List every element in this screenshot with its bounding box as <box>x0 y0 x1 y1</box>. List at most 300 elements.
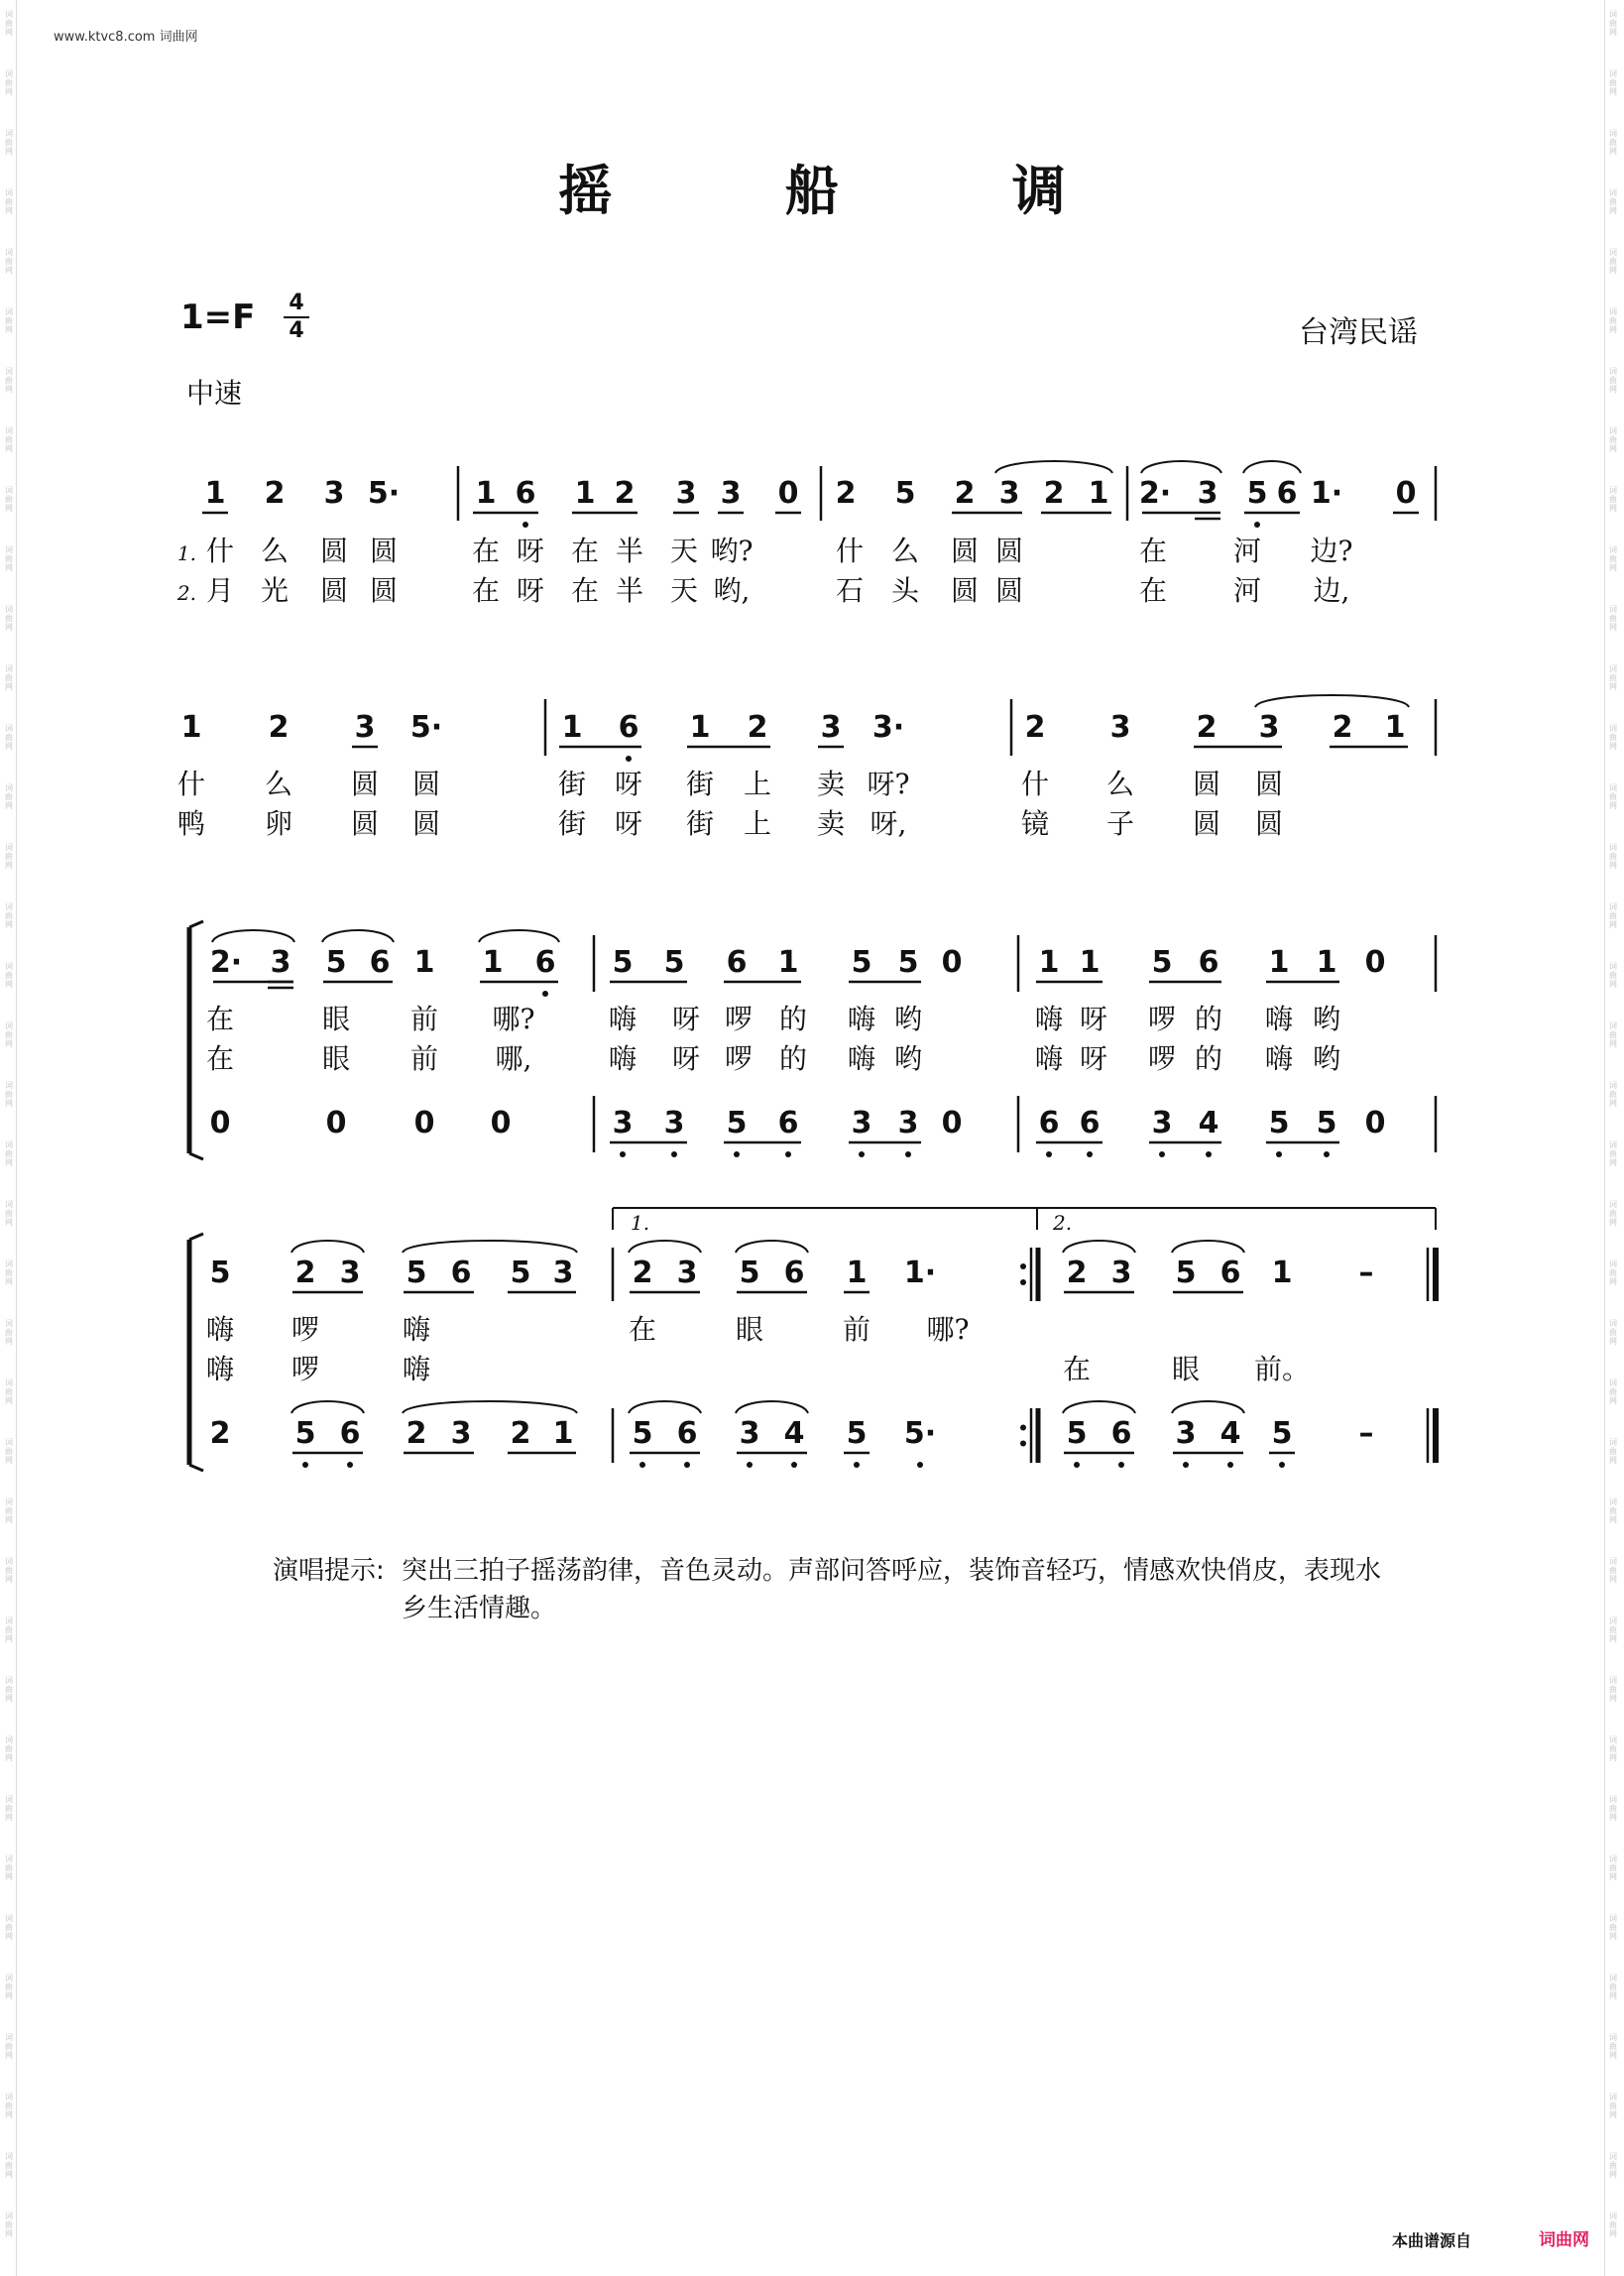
row4-v1-lyric: 在 <box>628 1313 657 1346</box>
row3-upper-note: 0 <box>941 945 963 980</box>
row1-note: 2 <box>1043 476 1065 511</box>
row2-note: 1 <box>689 710 711 745</box>
time-signature-bottom: 4 <box>289 318 304 343</box>
row3-upper-note: 1 <box>1038 945 1060 980</box>
side-watermark: 词 曲 网 <box>1609 486 1617 513</box>
row4-lower-note: 2 <box>510 1416 531 1451</box>
row3-v2-lyric: 前 <box>409 1042 439 1075</box>
side-watermark: 词 曲 网 <box>1609 2033 1617 2060</box>
row3-lower-note: 0 <box>413 1106 435 1140</box>
side-watermark: 词 曲 网 <box>5 962 13 989</box>
side-watermark: 词 曲 网 <box>1609 1617 1617 1643</box>
row4-lower-slur <box>1063 1401 1135 1413</box>
side-watermark: 词 曲 网 <box>1609 1557 1617 1584</box>
row1-v1-lyric: 圆 <box>319 535 349 567</box>
row3-upper-note: 2· <box>209 945 243 980</box>
row4-lower-note: 5 <box>632 1416 653 1451</box>
side-watermark: 词 曲 网 <box>1609 1200 1617 1227</box>
row2-v1-lyric: 圆 <box>350 768 380 800</box>
side-watermark: 词 曲 网 <box>1609 2093 1617 2119</box>
side-watermark: 词 曲 网 <box>1609 248 1617 275</box>
row1-note: 1 <box>475 476 497 511</box>
hint-text: 突出三拍子摇荡韵律，音色灵动。声部问答呼应，装饰音轻巧，情感欢快俏皮，表现水乡生活情趣。 <box>402 1556 1382 1623</box>
row1-note: 2 <box>835 476 857 511</box>
row3-lower-note: 3 <box>663 1106 685 1140</box>
row1-v2-lyric: 在 <box>1138 574 1168 607</box>
row2-note: 3 <box>1109 710 1131 745</box>
row3-lower-note: 0 <box>490 1106 512 1140</box>
site-label: www.ktvc8.com 词曲网 <box>54 30 198 45</box>
row2-v2-lyric: 圆 <box>411 807 441 840</box>
row3-v2-lyric: 啰 <box>1147 1042 1177 1075</box>
row2-v2-lyric: 圆 <box>1192 807 1221 840</box>
row3-lower-note: 5 <box>1316 1106 1337 1140</box>
row2-note: 3 <box>354 710 376 745</box>
row4-upper-slur <box>403 1241 577 1253</box>
row4-v2-lyric: 嗨 <box>402 1353 431 1385</box>
row3-lower-low-octave-dot <box>1159 1151 1165 1157</box>
row3-lower-note: 6 <box>1038 1106 1060 1140</box>
row1-note: 1· <box>1310 476 1343 511</box>
side-watermark: 词 曲 网 <box>1609 1081 1617 1108</box>
row4-v1-lyric: 哪? <box>926 1313 970 1346</box>
side-watermark: 词 曲 网 <box>1609 10 1617 37</box>
row3-v2-lyric: 的 <box>1194 1042 1223 1075</box>
side-watermark: 词 曲 网 <box>5 783 13 810</box>
row2-note: 2 <box>268 710 290 745</box>
row3-upper-note: 5 <box>612 945 634 980</box>
side-watermark: 词 曲 网 <box>5 10 13 37</box>
row4-upper-note: 3 <box>1110 1256 1132 1290</box>
side-watermark: 词 曲 网 <box>1609 1795 1617 1822</box>
row3-upper-note: 1 <box>777 945 799 980</box>
side-watermark: 词 曲 网 <box>1609 843 1617 870</box>
row4-lower-slur <box>629 1401 701 1413</box>
row1-v1-lyric: 在 <box>1138 535 1168 567</box>
side-watermark: 词 曲 网 <box>1609 545 1617 572</box>
side-watermark: 词 曲 网 <box>5 724 13 751</box>
row3-lower-low-octave-dot <box>1087 1151 1093 1157</box>
row1-v1-lyric: 圆 <box>950 535 980 567</box>
row4-upper-note: 2 <box>294 1256 316 1290</box>
row4-lower-note: 5· <box>903 1416 937 1451</box>
row3-upper-note: 6 <box>534 945 556 980</box>
row1-v2-lyric: 在 <box>471 574 501 607</box>
row3-v2-lyric: 在 <box>205 1042 235 1075</box>
row1-v1-lyric: 圆 <box>994 535 1024 567</box>
row1-note: 5· <box>367 476 401 511</box>
row4-v2-lyric: 前。 <box>1253 1353 1311 1385</box>
row2-v2-lyric: 镜 <box>1020 807 1050 840</box>
row1-note: 2 <box>614 476 636 511</box>
row1-v1-lyric: 什 <box>205 535 235 567</box>
side-watermark: 词 曲 网 <box>1609 1974 1617 2000</box>
side-watermark: 词 曲 网 <box>5 307 13 334</box>
side-watermark: 词 曲 网 <box>5 843 13 870</box>
row4-system-bracket-top <box>189 1234 203 1240</box>
row2-v2-lyric: 卖 <box>816 807 846 840</box>
row4-upper-slur <box>629 1241 701 1253</box>
row1-note: 1 <box>574 476 596 511</box>
row2-v1-lyric: 街 <box>685 768 715 800</box>
row3-v2-lyric: 呀 <box>671 1042 701 1075</box>
row3-v1-lyric: 眼 <box>321 1003 351 1035</box>
side-watermark: 词 曲 网 <box>5 1617 13 1643</box>
row1-note: 2 <box>264 476 286 511</box>
row1-v2-lyric: 天 <box>669 574 699 607</box>
side-watermark: 词 曲 网 <box>5 545 13 572</box>
row3-lower-note: 0 <box>941 1106 963 1140</box>
side-watermark: 词 曲 网 <box>1609 2152 1617 2179</box>
row3-lower-note: 3 <box>612 1106 634 1140</box>
row4-lower-low-octave-dot <box>1074 1462 1080 1468</box>
row3-upper-note: 1 <box>1316 945 1337 980</box>
row4-lower-low-octave-dot <box>791 1462 797 1468</box>
row3-lower-note: 6 <box>777 1106 799 1140</box>
row4-lower-note: 2 <box>406 1416 427 1451</box>
row4-upper-note: 3 <box>552 1256 574 1290</box>
row4-upper-note: 2 <box>1066 1256 1088 1290</box>
row2-v2-lyric: 街 <box>557 807 587 840</box>
row4-upper-note: 1 <box>1271 1256 1293 1290</box>
row3-v1-lyric: 前 <box>409 1003 439 1035</box>
row3-lower-note: 5 <box>1268 1106 1290 1140</box>
row2-v2-lyric: 圆 <box>350 807 380 840</box>
time-signature-top: 4 <box>289 291 304 315</box>
repeat-dot <box>1020 1263 1026 1269</box>
side-watermark: 词 曲 网 <box>5 1676 13 1703</box>
row1-v2-lyric: 呀 <box>516 574 545 607</box>
row3-lower-note: 6 <box>1079 1106 1101 1140</box>
row3-system-bracket-top <box>189 921 203 927</box>
side-watermark: 词 曲 网 <box>1609 426 1617 453</box>
row3-upper-note: 6 <box>726 945 748 980</box>
row2-note: 3 <box>820 710 842 745</box>
row4-v1-lyric: 啰 <box>290 1313 320 1346</box>
row2-note: 2 <box>1332 710 1353 745</box>
row4-lower-low-octave-dot <box>1279 1462 1285 1468</box>
side-watermark: 词 曲 网 <box>1609 1497 1617 1524</box>
row3-lower-low-octave-dot <box>905 1151 911 1157</box>
side-watermark: 词 曲 网 <box>5 1736 13 1762</box>
row4-v1-lyric: 嗨 <box>402 1313 431 1346</box>
row1-note: 3 <box>323 476 345 511</box>
row3-lower-low-octave-dot <box>1046 1151 1052 1157</box>
row2-note: 1 <box>561 710 583 745</box>
row4-lower-low-octave-dot <box>302 1462 308 1468</box>
row3-v1-lyric: 啰 <box>1147 1003 1177 1035</box>
row1-v2-lyric: 河 <box>1232 574 1262 607</box>
row4-lower-note: 3 <box>739 1416 760 1451</box>
side-watermark: 词 曲 网 <box>5 1855 13 1881</box>
row4-lower-note: 4 <box>783 1416 805 1451</box>
side-watermark: 词 曲 网 <box>1609 1736 1617 1762</box>
row1-slur <box>1141 461 1221 473</box>
side-watermark: 词 曲 网 <box>1609 724 1617 751</box>
row2-note: 1 <box>1384 710 1406 745</box>
row4-v1-lyric: 眼 <box>735 1313 764 1346</box>
row4-upper-note: – <box>1358 1256 1374 1290</box>
row1-note: 1 <box>204 476 226 511</box>
row2-v2-lyric: 上 <box>743 807 772 840</box>
row2-v1-lyric: 街 <box>557 768 587 800</box>
side-watermark: 词 曲 网 <box>5 69 13 96</box>
key-signature: 1=F <box>180 298 256 337</box>
repeat-dot <box>1020 1441 1026 1447</box>
song-source: 台湾民谣 <box>1299 315 1418 350</box>
row1-note: 3 <box>675 476 697 511</box>
row1-v1-lyric: 圆 <box>369 535 399 567</box>
side-watermark: 词 曲 网 <box>5 1795 13 1822</box>
side-watermark: 词 曲 网 <box>5 367 13 394</box>
row3-upper-note: 5 <box>663 945 685 980</box>
row3-system-bracket-bottom <box>189 1153 203 1159</box>
side-watermark: 词 曲 网 <box>5 2033 13 2060</box>
repeat-dot <box>1020 1425 1026 1431</box>
row1-note: 0 <box>777 476 799 511</box>
row1-note: 3 <box>998 476 1020 511</box>
row1-note: 1 <box>1088 476 1109 511</box>
side-watermark: 词 曲 网 <box>5 2212 13 2238</box>
row1-low-octave-dot <box>522 522 528 528</box>
side-watermark: 词 曲 网 <box>1609 129 1617 156</box>
row2-v2-lyric: 圆 <box>1254 807 1284 840</box>
row4-lower-low-octave-dot <box>639 1462 645 1468</box>
row2-v1-lyric: 什 <box>176 768 206 800</box>
row2-v1-lyric: 呀? <box>867 768 910 800</box>
row4-v2-lyric: 眼 <box>1171 1353 1201 1385</box>
row2-low-octave-dot <box>626 756 632 762</box>
row3-upper-note: 6 <box>369 945 391 980</box>
row4-v2-lyric: 在 <box>1062 1353 1092 1385</box>
row4-lower-note: 5 <box>846 1416 868 1451</box>
side-watermark: 词 曲 网 <box>1609 664 1617 691</box>
footer-source-label: 本曲谱源自 <box>1392 2231 1472 2250</box>
row4-lower-low-octave-dot <box>1183 1462 1189 1468</box>
row3-lower-low-octave-dot <box>785 1151 791 1157</box>
row4-v1-lyric: 嗨 <box>205 1313 235 1346</box>
row3-upper-note: 5 <box>897 945 919 980</box>
row3-v1-lyric: 的 <box>778 1003 808 1035</box>
row4-upper-note: 5 <box>739 1256 760 1290</box>
song-title: 摇 船 调 <box>558 159 1143 222</box>
side-watermark: 词 曲 网 <box>1609 1676 1617 1703</box>
side-watermark: 词 曲 网 <box>5 1438 13 1465</box>
row3-lower-low-octave-dot <box>620 1151 626 1157</box>
row4-lower-note: 3 <box>1175 1416 1197 1451</box>
row2-note: 2 <box>1196 710 1218 745</box>
side-watermark: 词 曲 网 <box>5 248 13 275</box>
row3-upper-note: 1 <box>413 945 435 980</box>
row4-upper-note: 6 <box>783 1256 805 1290</box>
side-watermark: 词 曲 网 <box>1609 1855 1617 1881</box>
row1-v1-verse-number: 1. <box>176 541 196 565</box>
side-watermark: 词 曲 网 <box>5 188 13 215</box>
row4-upper-slur <box>736 1241 808 1253</box>
row4-system-bracket-bottom <box>189 1465 203 1471</box>
side-watermark: 词 曲 网 <box>5 902 13 929</box>
row3-v2-lyric: 哪, <box>495 1042 532 1075</box>
side-watermark: 词 曲 网 <box>1609 1021 1617 1048</box>
side-watermark: 词 曲 网 <box>1609 1914 1617 1941</box>
row2-v2-lyric: 卵 <box>264 807 293 840</box>
side-watermark: 词 曲 网 <box>1609 188 1617 215</box>
row2-note: 1 <box>180 710 202 745</box>
row3-v1-lyric: 呀 <box>1079 1003 1108 1035</box>
row4-lower-note: 5 <box>294 1416 316 1451</box>
row4-upper-note: 5 <box>209 1256 231 1290</box>
row3-v2-lyric: 嗨 <box>1034 1042 1064 1075</box>
row3-upper-note: 1 <box>1079 945 1101 980</box>
row3-v2-lyric: 眼 <box>321 1042 351 1075</box>
row3-v1-lyric: 嗨 <box>847 1003 876 1035</box>
row4-upper-slur <box>291 1241 364 1253</box>
row1-v2-lyric: 圆 <box>319 574 349 607</box>
side-watermark: 词 曲 网 <box>5 1497 13 1524</box>
row3-v1-lyric: 的 <box>1194 1003 1223 1035</box>
row1-v1-lyric: 什 <box>835 535 865 567</box>
row4-upper-note: 1 <box>846 1256 868 1290</box>
row4-upper-note: 6 <box>1219 1256 1241 1290</box>
row2-v1-lyric: 什 <box>1020 768 1050 800</box>
row3-lower-low-octave-dot <box>1276 1151 1282 1157</box>
row3-lower-note: 3 <box>897 1106 919 1140</box>
row4-lower-slur <box>403 1401 577 1413</box>
side-watermark: 词 曲 网 <box>5 1021 13 1048</box>
row1-v2-lyric: 光 <box>260 574 290 607</box>
row2-note: 3· <box>871 710 905 745</box>
side-watermark: 词 曲 网 <box>1609 1319 1617 1346</box>
row3-upper-note: 1 <box>1268 945 1290 980</box>
row2-note: 5· <box>409 710 443 745</box>
row1-v2-lyric: 头 <box>890 574 920 607</box>
row3-lower-note: 3 <box>1151 1106 1173 1140</box>
row1-v1-lyric: 在 <box>570 535 600 567</box>
row1-note: 2 <box>954 476 976 511</box>
side-watermark: 词 曲 网 <box>5 1081 13 1108</box>
row4-lower-note: 2 <box>209 1416 231 1451</box>
row4-upper-slur <box>1172 1241 1244 1253</box>
row3-v1-lyric: 哪? <box>492 1003 535 1035</box>
side-watermark: 词 曲 网 <box>1609 1378 1617 1405</box>
row2-v1-lyric: 上 <box>743 768 772 800</box>
side-watermark: 词 曲 网 <box>5 129 13 156</box>
row3-v2-lyric: 啰 <box>724 1042 754 1075</box>
row2-v1-lyric: 圆 <box>411 768 441 800</box>
side-watermark: 词 曲 网 <box>5 1914 13 1941</box>
row1-v2-lyric: 圆 <box>369 574 399 607</box>
row4-lower-low-octave-dot <box>747 1462 753 1468</box>
row3-v2-lyric: 嗨 <box>1264 1042 1294 1075</box>
side-watermark: 词 曲 网 <box>5 664 13 691</box>
side-watermark: 词 曲 网 <box>5 1378 13 1405</box>
row2-v2-lyric: 鸭 <box>176 807 206 840</box>
footer-site-link[interactable]: 词曲网 <box>1539 2230 1589 2250</box>
row4-lower-note: – <box>1358 1416 1374 1451</box>
row3-v2-lyric: 嗨 <box>847 1042 876 1075</box>
side-watermark: 词 曲 网 <box>1609 1140 1617 1167</box>
row2-v1-lyric: 呀 <box>614 768 643 800</box>
row1-v2-lyric: 石 <box>835 574 865 607</box>
row1-note: 0 <box>1395 476 1417 511</box>
row2-v2-lyric: 街 <box>685 807 715 840</box>
row4-upper-note: 5 <box>510 1256 531 1290</box>
row3-lower-low-octave-dot <box>1324 1151 1330 1157</box>
side-watermark: 词 曲 网 <box>1609 605 1617 632</box>
row4-upper-slur <box>1063 1241 1135 1253</box>
row2-v1-lyric: 圆 <box>1192 768 1221 800</box>
row1-v1-lyric: 边? <box>1310 535 1353 567</box>
row3-v1-lyric: 啰 <box>724 1003 754 1035</box>
row4-lower-note: 5 <box>1066 1416 1088 1451</box>
row4-lower-note: 6 <box>676 1416 698 1451</box>
row3-upper-slur <box>479 930 559 942</box>
row4-lower-note: 5 <box>1271 1416 1293 1451</box>
row3-v2-lyric: 的 <box>778 1042 808 1075</box>
row4-upper-note: 3 <box>676 1256 698 1290</box>
row1-v2-lyric: 圆 <box>950 574 980 607</box>
row4-lower-note: 1 <box>552 1416 574 1451</box>
repeat-dot <box>1020 1279 1026 1285</box>
side-watermark: 词 曲 网 <box>5 486 13 513</box>
row1-v2-lyric: 圆 <box>994 574 1024 607</box>
row3-lower-low-octave-dot <box>1206 1151 1212 1157</box>
row3-upper-slur <box>212 930 294 942</box>
row3-lower-note: 3 <box>851 1106 872 1140</box>
row4-lower-slur <box>736 1401 808 1413</box>
row4-upper-note: 5 <box>406 1256 427 1290</box>
row1-note: 5 <box>1246 476 1268 511</box>
row3-lower-note: 5 <box>726 1106 748 1140</box>
row2-v2-lyric: 子 <box>1105 807 1135 840</box>
side-watermark: 词 曲 网 <box>1609 367 1617 394</box>
row3-v1-lyric: 嗨 <box>1264 1003 1294 1035</box>
row1-slur <box>1243 461 1301 473</box>
row2-note: 6 <box>618 710 639 745</box>
row3-v1-lyric: 在 <box>205 1003 235 1035</box>
row3-v2-lyric: 嗨 <box>608 1042 638 1075</box>
row1-v2-lyric: 在 <box>570 574 600 607</box>
side-watermark: 词 曲 网 <box>1609 2212 1617 2238</box>
row3-lower-note: 0 <box>209 1106 231 1140</box>
row4-upper-note: 6 <box>450 1256 472 1290</box>
row4-lower-low-octave-dot <box>684 1462 690 1468</box>
side-watermark: 词 曲 网 <box>5 1319 13 1346</box>
row3-upper-note: 5 <box>325 945 347 980</box>
row2-v2-lyric: 呀 <box>614 807 643 840</box>
row1-v1-lyric: 么 <box>260 535 290 567</box>
row1-v1-lyric: 半 <box>615 535 644 567</box>
row4-lower-note: 6 <box>1110 1416 1132 1451</box>
row1-note: 2· <box>1138 476 1172 511</box>
row4-upper-note: 2 <box>632 1256 653 1290</box>
row3-v1-lyric: 哟 <box>893 1003 923 1035</box>
volta-1-label: 1. <box>631 1211 650 1235</box>
row4-upper-note: 1· <box>903 1256 937 1290</box>
side-watermark: 词 曲 网 <box>5 2093 13 2119</box>
row4-v2-lyric: 嗨 <box>205 1353 235 1385</box>
row1-note: 6 <box>1276 476 1298 511</box>
row3-v1-lyric: 呀 <box>671 1003 701 1035</box>
row4-lower-note: 3 <box>450 1416 472 1451</box>
row1-v1-lyric: 么 <box>890 535 920 567</box>
row4-lower-low-octave-dot <box>1118 1462 1124 1468</box>
hint-label: 演唱提示: <box>273 1556 385 1586</box>
row1-note: 5 <box>894 476 916 511</box>
row3-lower-note: 0 <box>1364 1106 1386 1140</box>
row4-upper-note: 3 <box>339 1256 361 1290</box>
row2-v1-lyric: 卖 <box>816 768 846 800</box>
